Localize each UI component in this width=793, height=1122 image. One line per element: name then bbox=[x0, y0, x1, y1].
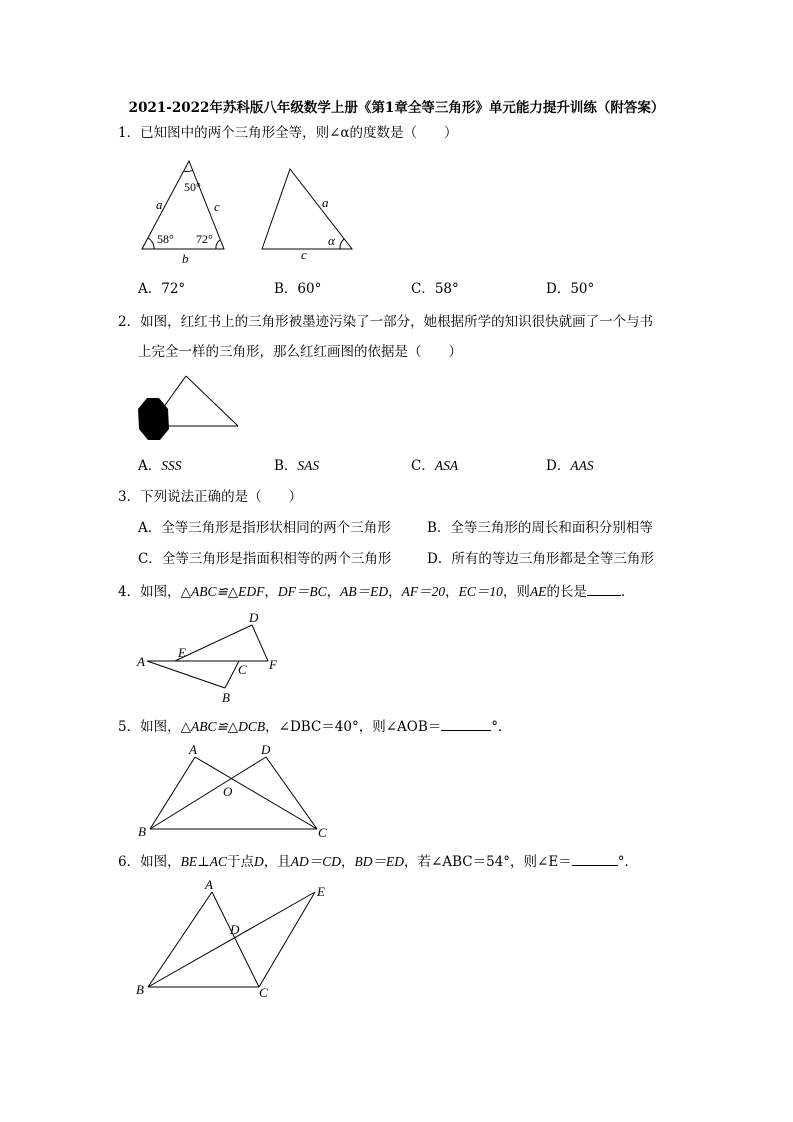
q6-answer-blank bbox=[572, 853, 618, 866]
q4-label-c: C bbox=[238, 662, 247, 677]
document-title: 2021-2022年苏科版八年级数学上册《第1章全等三角形》单元能力提升训练（附答案） bbox=[128, 100, 665, 116]
q1-side-a: a bbox=[156, 197, 163, 212]
q5-label-a: A bbox=[189, 742, 197, 757]
q4-stem: 4．如图，△ABC≌△EDF，DF＝BC，AB＝ED，AF＝20，EC＝10，则AE的长是 ． bbox=[118, 584, 635, 600]
q4-label-a: A bbox=[137, 654, 145, 669]
q6-figure bbox=[135, 875, 335, 1000]
q3-option-d: D．所有的等边三角形都是全等三角形 bbox=[427, 551, 654, 567]
q5-figure bbox=[135, 740, 335, 840]
q1-option-c: C．58° bbox=[411, 281, 459, 297]
q4-label-d: D bbox=[249, 610, 259, 625]
q2-stem-line1: 2．如图，红红书上的三角形被墨迹污染了一部分，她根据所学的知识很快就画了一个与书 bbox=[118, 314, 654, 330]
q4-label-e: E bbox=[178, 645, 186, 660]
q6-label-b: B bbox=[136, 982, 144, 997]
q1-side-b: b bbox=[182, 251, 189, 266]
q5-stem: 5．如图，△ABC≌△DCB，∠DBC＝40°，则∠AOB＝ °． bbox=[118, 719, 512, 735]
q1-alpha: α bbox=[328, 233, 335, 248]
q1-option-d: D．50° bbox=[546, 281, 595, 297]
q1-right-angle: 72° bbox=[196, 232, 213, 246]
q1-stem: 1．已知图中的两个三角形全等，则∠α的度数是（ ） bbox=[118, 125, 458, 141]
q4-figure bbox=[135, 610, 285, 706]
q6-label-a: A bbox=[205, 877, 213, 892]
q1-figure bbox=[130, 155, 370, 265]
q5-label-d: D bbox=[261, 742, 271, 757]
q1-side-c: c bbox=[214, 199, 220, 214]
q3-option-b: B．全等三角形的周长和面积分别相等 bbox=[427, 520, 653, 536]
q1-top-arc bbox=[184, 170, 193, 172]
q5-label-o: O bbox=[223, 784, 233, 799]
q1-left-arc bbox=[148, 238, 154, 249]
q1-right-triangle bbox=[262, 169, 352, 249]
q2-option-d: D．AAS bbox=[546, 458, 594, 474]
q5-answer-blank bbox=[441, 718, 491, 731]
q3-stem: 3．下列说法正确的是（ ） bbox=[118, 489, 303, 505]
q1-right-arc bbox=[216, 240, 220, 249]
q2-option-b: B．SAS bbox=[274, 458, 320, 474]
q1-right-side-a: a bbox=[322, 195, 329, 210]
q2-option-a: A．SSS bbox=[138, 458, 182, 474]
ink-blot bbox=[138, 398, 169, 440]
q3-option-c: C．全等三角形是指面积相等的两个三角形 bbox=[138, 551, 392, 567]
q6-label-d: D bbox=[230, 922, 240, 937]
q4-label-b: B bbox=[222, 690, 230, 705]
q1-top-angle: 50° bbox=[184, 180, 201, 194]
q1-option-b: B．60° bbox=[274, 281, 322, 297]
q5-label-b: B bbox=[138, 824, 146, 839]
q2-stem-line2: 上完全一样的三角形，那么红红画图的依据是（ ） bbox=[138, 344, 462, 360]
q6-label-c: C bbox=[259, 985, 268, 1000]
q1-option-a: A．72° bbox=[138, 281, 186, 297]
q2-option-c: C．ASA bbox=[411, 458, 459, 474]
q3-option-a: A．全等三角形是指形状相同的两个三角形 bbox=[138, 520, 391, 536]
q5-label-c: C bbox=[318, 825, 327, 840]
q1-left-angle: 58° bbox=[157, 232, 174, 246]
q1-right-side-c: c bbox=[301, 247, 307, 262]
q4-answer-blank bbox=[587, 583, 621, 596]
q6-label-e: E bbox=[317, 884, 325, 899]
q4-label-f: F bbox=[269, 657, 277, 672]
q1-alpha-arc bbox=[340, 239, 344, 249]
q6-stem: 6．如图，BE⊥AC于点D，且AD＝CD，BD＝ED，若∠ABC＝54°，则∠E＝ °． bbox=[118, 854, 638, 870]
q2-figure bbox=[135, 372, 245, 444]
